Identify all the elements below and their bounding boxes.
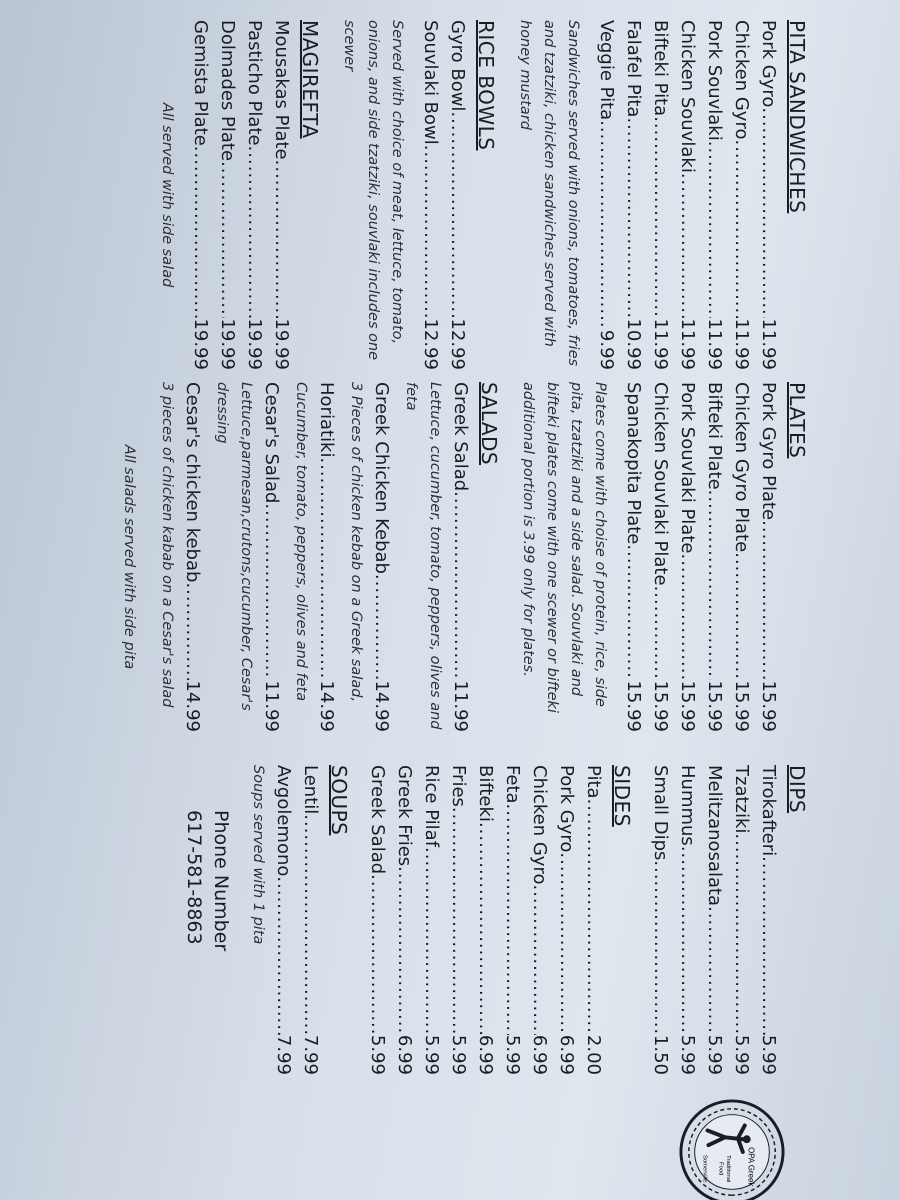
dot-leader — [391, 866, 418, 1035]
item-name: Greek Salad — [367, 765, 388, 875]
dot-leader — [701, 141, 728, 319]
menu-item — [620, 382, 647, 732]
item-name: Spanakopita Plate — [623, 382, 644, 545]
item-price: 11.99 — [731, 318, 752, 370]
dot-leader — [674, 553, 701, 680]
menu-item — [364, 765, 391, 1075]
item-name: Greek Salad — [450, 382, 471, 492]
dot-leader — [368, 574, 395, 680]
opa-greek-logo — [678, 1098, 786, 1200]
menu-item — [241, 20, 268, 370]
item-name: Horiatiki — [316, 382, 337, 458]
menu-item — [647, 765, 674, 1075]
menu-item — [258, 382, 285, 732]
dot-leader — [445, 807, 472, 1035]
dot-leader — [647, 860, 674, 1035]
item-name: Souvlaki Bowl — [420, 20, 441, 145]
logo-text-traditional: Traditional — [725, 1155, 732, 1183]
dot-leader — [674, 173, 701, 319]
dot-leader — [580, 799, 607, 1035]
item-price: 12.99 — [420, 318, 441, 370]
dot-leader — [674, 846, 701, 1035]
item-name: Chicken Gyro — [731, 20, 752, 140]
item-description: 3 pieces of chicken kabab on a Cesar's salad — [159, 382, 175, 708]
item-name: Bifteki Plate — [704, 382, 725, 490]
item-name: Gemista Plate — [190, 20, 211, 146]
item-name: Hummus — [677, 765, 698, 846]
item-price: 15.99 — [677, 680, 698, 732]
item-name: Tzatziki — [731, 765, 752, 834]
dot-leader — [755, 107, 782, 318]
item-price: 6.99 — [475, 1034, 496, 1075]
item-name: Pork Gyro — [556, 765, 577, 853]
menu-item — [728, 765, 755, 1075]
menu-item — [674, 765, 701, 1075]
section-magirefta — [155, 20, 323, 370]
section-heading: PITA SANDWICHES — [785, 20, 809, 214]
section-pita-sandwiches — [513, 20, 810, 370]
section-note: Soups served with 1 pita — [250, 765, 266, 945]
section-heading: SIDES — [610, 765, 634, 827]
section-plates — [516, 382, 810, 732]
menu-item — [593, 20, 620, 370]
dot-leader — [499, 804, 526, 1035]
dot-leader — [701, 490, 728, 681]
logo-text-food: Food — [717, 1161, 724, 1176]
dot-leader — [313, 457, 340, 680]
dot-leader — [297, 814, 324, 1035]
item-name: Veggie Pita — [596, 20, 617, 121]
menu-item — [418, 765, 445, 1075]
item-name: Greek Fries — [394, 765, 415, 867]
menu-item — [755, 20, 782, 370]
menu-sheet — [0, 20, 810, 1200]
menu-item — [674, 20, 701, 370]
item-price: 7.99 — [273, 1034, 294, 1075]
dot-leader — [472, 822, 499, 1035]
dot-leader — [179, 582, 206, 680]
section-sides — [364, 765, 635, 1075]
item-price: 14.99 — [316, 680, 337, 732]
menu-item — [755, 382, 782, 732]
dot-leader — [620, 544, 647, 680]
item-price: 15.99 — [758, 680, 779, 732]
item-name: Cesar's Salad — [261, 382, 282, 504]
item-price: 19.99 — [271, 318, 292, 370]
menu-item — [526, 765, 553, 1075]
dot-leader — [187, 146, 214, 319]
menu-item — [214, 20, 241, 370]
item-price: 7.99 — [300, 1034, 321, 1075]
dot-leader — [647, 586, 674, 681]
item-price: 15.99 — [731, 680, 752, 732]
item-description: Lettuce, cucumber, tomato, peppers, olives and feta — [403, 382, 443, 730]
section-note: Sandwiches served with onions, tomatoes, fries and tzatziki, chicken sandwiches served with honey mustard — [517, 20, 581, 367]
section-heading: RICE BOWLS — [474, 20, 498, 151]
dot-leader — [417, 145, 444, 319]
item-price: 19.99 — [217, 318, 238, 370]
item-price: 15.99 — [623, 680, 644, 732]
section-heading: SALADS — [477, 382, 501, 466]
item-name: Melitzanosalata — [704, 765, 725, 907]
section-dips — [647, 765, 810, 1075]
section-soups — [246, 765, 352, 1075]
menu-item — [647, 382, 674, 732]
dot-leader — [728, 833, 755, 1035]
item-price: 2.00 — [583, 1034, 604, 1075]
item-description: Cucumber, tomato, peppers, olives and feta — [293, 382, 309, 702]
item-name: Tirokafteri — [758, 765, 779, 857]
item-price: 11.99 — [758, 318, 779, 370]
item-price: 5.99 — [502, 1034, 523, 1075]
menu-item — [580, 765, 607, 1075]
dot-leader — [728, 552, 755, 680]
item-price: 11.99 — [704, 318, 725, 370]
menu-item — [701, 20, 728, 370]
menu-item — [701, 765, 728, 1075]
item-name: Pork Souvlaki — [704, 20, 725, 141]
dot-leader — [418, 847, 445, 1035]
menu-item — [444, 20, 471, 370]
menu-item — [728, 382, 755, 732]
menu-item — [647, 20, 674, 370]
menu-item — [472, 765, 499, 1075]
item-name: Bifteki — [475, 765, 496, 822]
item-name: Cesar's chicken kebab — [182, 382, 203, 583]
dot-leader — [214, 161, 241, 318]
section-heading: PLATES — [785, 382, 809, 459]
menu-item — [270, 765, 297, 1075]
item-price: 5.99 — [448, 1034, 469, 1075]
item-name: Pita — [583, 765, 604, 799]
item-name: Lentil — [300, 765, 321, 815]
dot-leader — [593, 120, 620, 330]
item-name: Small Dips — [650, 765, 671, 861]
item-name: Dolmades Plate — [217, 20, 238, 162]
dot-leader — [701, 906, 728, 1035]
item-price: 11.99 — [650, 318, 671, 370]
menu-item — [297, 765, 324, 1075]
item-name: Falafel Pita — [623, 20, 644, 118]
item-description: Lettuce,parmesan,crutons,cucumber, Cesar's dressing — [214, 382, 254, 711]
item-price: 11.99 — [677, 318, 698, 370]
dot-leader — [755, 520, 782, 680]
menu-item — [313, 382, 340, 732]
menu-item — [447, 382, 474, 732]
item-name: Bifteki Pita — [650, 20, 671, 117]
menu-item — [728, 20, 755, 370]
menu-column-left — [141, 20, 810, 370]
item-price: 10.99 — [623, 318, 644, 370]
dot-leader — [444, 111, 471, 318]
dot-leader — [755, 856, 782, 1035]
item-name: Avgolemono — [273, 765, 294, 877]
item-price: 6.99 — [556, 1034, 577, 1075]
menu-item — [553, 765, 580, 1075]
dot-leader — [364, 874, 391, 1035]
item-price: 5.99 — [421, 1034, 442, 1075]
item-price: 19.99 — [190, 318, 211, 370]
menu-item — [179, 382, 206, 732]
section-heading: DIPS — [785, 765, 809, 814]
dot-leader — [553, 852, 580, 1035]
item-price: 14.99 — [371, 680, 392, 732]
dot-leader — [526, 884, 553, 1034]
section-note: Served with choice of meat, lettuce, tomato, onions, and side tzatziki, souvlaki includes one scewer — [341, 20, 405, 361]
menu-item — [620, 20, 647, 370]
item-name: Feta — [502, 765, 523, 804]
section-note: All served with side salad — [159, 102, 175, 288]
section-heading: SOUPS — [327, 765, 351, 836]
item-price: 5.99 — [677, 1034, 698, 1075]
item-name: Rice Pilaf — [421, 765, 442, 848]
section-salads — [117, 382, 502, 732]
menu-item — [368, 382, 395, 732]
menu-item — [499, 765, 526, 1075]
menu-item — [187, 20, 214, 370]
item-price: 11.99 — [450, 680, 471, 732]
menu-item — [755, 765, 782, 1075]
dot-leader — [268, 160, 295, 319]
item-name: Pasticho Plate — [244, 20, 265, 146]
item-price: 5.99 — [367, 1034, 388, 1075]
item-name: Pork Gyro Plate — [758, 382, 779, 521]
section-rice-bowls — [337, 20, 499, 370]
item-price: 5.99 — [704, 1034, 725, 1075]
menu-item — [674, 382, 701, 732]
menu-item — [701, 382, 728, 732]
item-name: Pork Souvlaki Plate — [677, 382, 698, 554]
menu-column-right — [180, 765, 810, 1075]
section-note: Plates come with choise of protein, rice, side pita, tzatziki and a side salad. Souvlaki and bifteki plates come with one scewer or bifteki additional portion is 3.99 only for plates. — [520, 382, 608, 713]
item-description: 3 Pieces of chicken kebab on a Greek salad, — [348, 382, 364, 703]
dot-leader — [620, 117, 647, 318]
item-price: 6.99 — [394, 1034, 415, 1075]
dot-leader — [447, 491, 474, 680]
item-name: Mousakas Plate — [271, 20, 292, 160]
item-name: Fries — [448, 765, 469, 807]
item-name: Greek Chicken Kebab — [371, 382, 392, 574]
item-name: Chicken Gyro Plate — [731, 382, 752, 553]
item-name: Chicken Souvlaki Plate — [650, 382, 671, 586]
item-price: 9.99 — [596, 329, 617, 370]
item-price: 12.99 — [447, 318, 468, 370]
item-price: 15.99 — [704, 680, 725, 732]
dot-leader — [270, 876, 297, 1035]
item-price: 19.99 — [244, 318, 265, 370]
item-price: 5.99 — [758, 1034, 779, 1075]
logo-text-city: Somerville — [701, 1154, 708, 1183]
menu-item — [417, 20, 444, 370]
item-name: Pork Gyro — [758, 20, 779, 108]
logo-text-name: OPA Greek — [746, 1147, 756, 1187]
dot-leader — [258, 503, 285, 680]
menu-item — [445, 765, 472, 1075]
item-price: 15.99 — [650, 680, 671, 732]
item-price: 6.99 — [529, 1034, 550, 1075]
phone-number: 617-581-8863 — [183, 810, 205, 945]
dot-leader — [647, 116, 674, 318]
item-name: Chicken Souvlaki — [677, 20, 698, 173]
section-note: All salads served with side pita — [121, 444, 137, 670]
item-name: Gyro Bowl — [447, 20, 468, 112]
section-heading: MAGIREFTA — [298, 20, 322, 139]
item-price: 11.99 — [261, 680, 282, 732]
dot-leader — [728, 139, 755, 318]
item-price: 14.99 — [182, 680, 203, 732]
phone-label: Phone Number — [210, 810, 232, 952]
dot-leader — [241, 146, 268, 319]
item-price: 5.99 — [731, 1034, 752, 1075]
menu-item — [268, 20, 295, 370]
item-price: 1.50 — [650, 1034, 671, 1075]
menu-item — [391, 765, 418, 1075]
menu-column-middle — [103, 382, 810, 732]
item-name: Chicken Gyro — [529, 765, 550, 885]
